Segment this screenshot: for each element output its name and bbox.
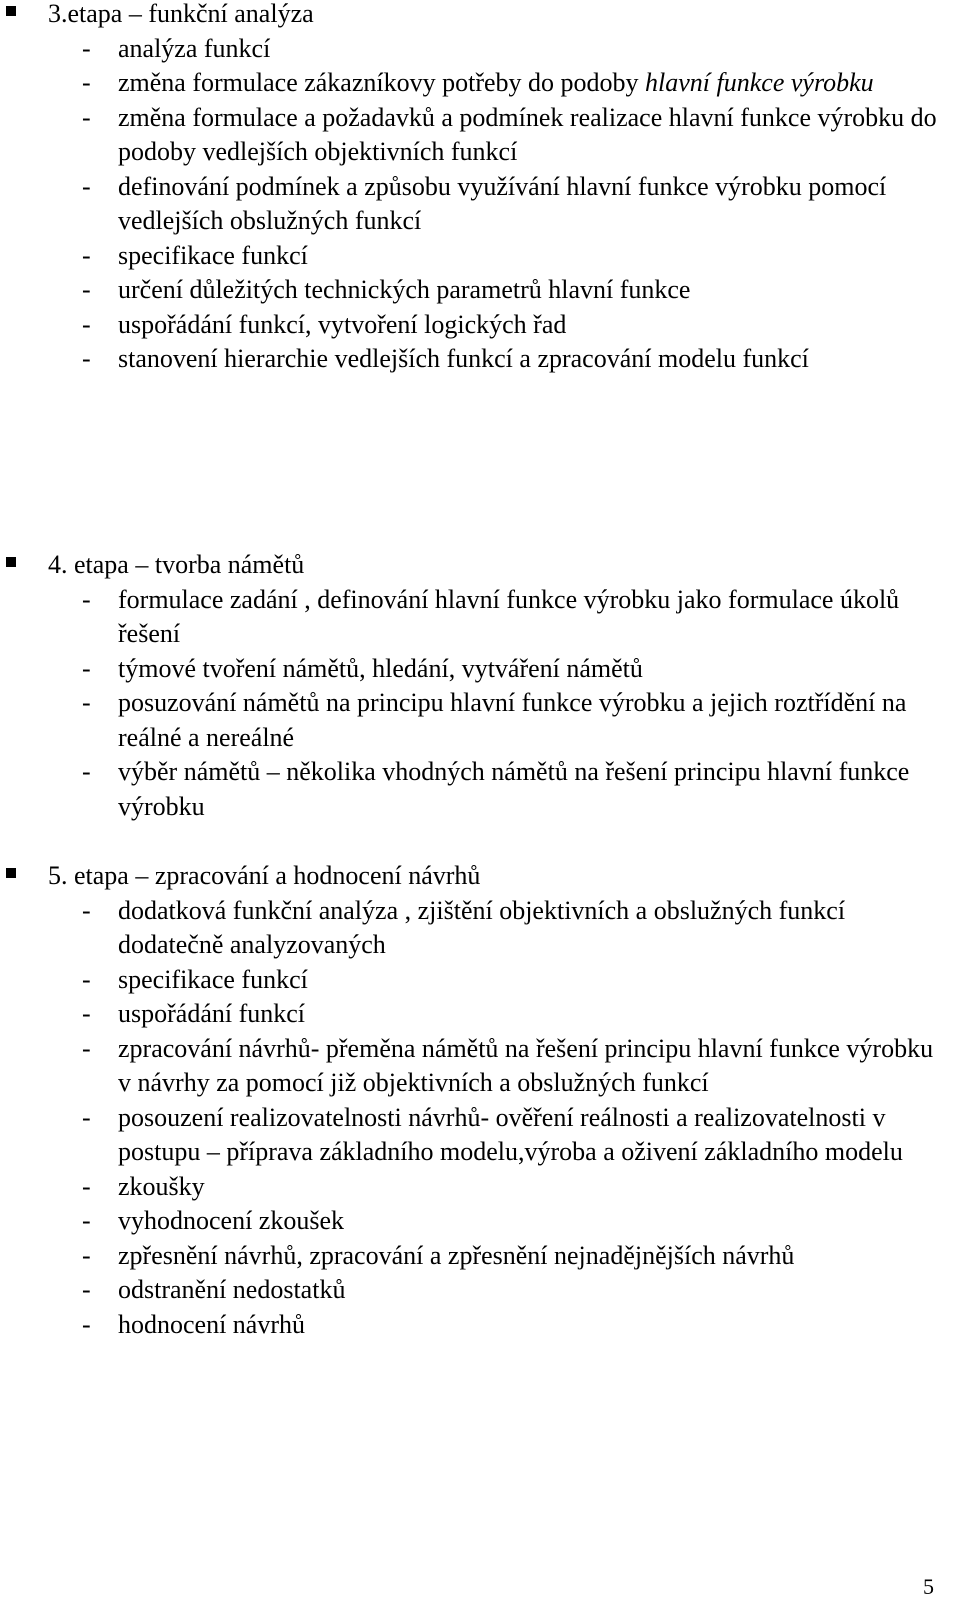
dash-marker: - xyxy=(82,1102,91,1132)
item-text: dodatková funkční analýza , zjištění objektivních a obslužných funkcí dodatečně analyzovaných xyxy=(118,895,846,959)
item-text: zpřesnění návrhů, zpracování a zpřesnění nejnadějnějších návrhů xyxy=(118,1240,795,1270)
dash-marker: - xyxy=(82,895,91,925)
list-item xyxy=(0,1032,960,1101)
item-text: definování podmínek a způsobu využívání hlavní funkce výrobku pomocí vedlejších obslužných funkcí xyxy=(118,171,887,235)
section-title: 5. etapa – zpracování a hodnocení návrhů xyxy=(0,859,960,894)
dash-marker: - xyxy=(82,68,91,97)
dash-marker: - xyxy=(82,653,91,683)
item-text: hodnocení návrhů xyxy=(118,1309,306,1339)
dash-marker: - xyxy=(82,1033,91,1063)
list-item xyxy=(0,101,960,170)
dash-marker: - xyxy=(82,102,91,132)
dash-marker: - xyxy=(82,1206,91,1235)
list-item xyxy=(0,1273,960,1308)
square-bullet-icon xyxy=(6,868,16,878)
list-item xyxy=(0,170,960,239)
item-text: specifikace funkcí xyxy=(118,964,308,994)
dash-marker: - xyxy=(82,999,91,1028)
list-item xyxy=(0,1170,960,1205)
list-item xyxy=(0,894,960,963)
dash-marker: - xyxy=(82,33,91,63)
list-item xyxy=(0,32,960,67)
item-text: posuzování námětů na principu hlavní funkce výrobku a jejich roztřídění na reálné a nereálné xyxy=(118,688,907,752)
dash-marker: - xyxy=(82,757,91,786)
dash-marker: - xyxy=(82,1171,91,1201)
item-text: zkoušky xyxy=(118,1171,205,1201)
item-text: uspořádání funkcí, vytvoření logických řad xyxy=(118,309,567,339)
item-text: výběr námětů – několika vhodných námětů na řešení principu hlavní funkce výrobku xyxy=(118,757,910,821)
item-text: vyhodnocení zkoušek xyxy=(118,1206,345,1235)
item-text: uspořádání funkcí xyxy=(118,999,306,1028)
section-etapa-4 xyxy=(0,548,960,824)
section-title: 4. etapa – tvorba námětů xyxy=(0,548,960,583)
list-item xyxy=(0,66,960,101)
item-text: stanovení hierarchie vedlejších funkcí a zpracování modelu funkcí xyxy=(118,344,809,373)
dash-marker: - xyxy=(82,171,91,201)
item-text: určení důležitých technických parametrů hlavní funkce xyxy=(118,275,691,304)
dash-marker: - xyxy=(82,1309,91,1339)
dash-marker: - xyxy=(82,344,91,373)
list-item xyxy=(0,652,960,687)
list-item xyxy=(0,583,960,652)
item-text: změna formulace zákazníkovy potřeby do podoby hlavní funkce výrobku xyxy=(118,68,874,97)
page-number: 5 xyxy=(923,1574,934,1599)
dash-marker: - xyxy=(82,688,91,717)
dash-marker: - xyxy=(82,1240,91,1270)
dash-marker: - xyxy=(82,309,91,339)
dash-marker: - xyxy=(82,584,91,614)
list-item xyxy=(0,1204,960,1239)
square-bullet-icon xyxy=(6,557,16,567)
section-etapa-3 xyxy=(0,0,960,377)
item-text: odstranění nedostatků xyxy=(118,1275,346,1304)
list-item xyxy=(0,342,960,377)
list-item xyxy=(0,963,960,998)
square-bullet-icon xyxy=(6,6,16,16)
dash-marker: - xyxy=(82,1275,91,1304)
list-item xyxy=(0,997,960,1032)
emphasis-text: hlavní funkce výrobku xyxy=(645,68,874,97)
list-item xyxy=(0,273,960,308)
item-text: posouzení realizovatelnosti návrhů- ověření reálnosti a realizovatelnosti v postupu – příprava základního modelu,výroba a oživení základního modelu xyxy=(118,1102,903,1166)
list-item xyxy=(0,308,960,343)
item-text: formulace zadání , definování hlavní funkce výrobku jako formulace úkolů řešení xyxy=(118,584,900,648)
item-text: týmové tvoření námětů, hledání, vytváření námětů xyxy=(118,653,643,683)
list-item xyxy=(0,686,960,755)
list-item xyxy=(0,239,960,274)
dash-marker: - xyxy=(82,240,91,270)
list-item xyxy=(0,1101,960,1170)
item-text: specifikace funkcí xyxy=(118,240,308,270)
list-item xyxy=(0,1239,960,1274)
list-item xyxy=(0,755,960,824)
dash-marker: - xyxy=(82,275,91,304)
section-etapa-5 xyxy=(0,859,960,1342)
list-item xyxy=(0,1308,960,1343)
item-text: zpracování návrhů- přeměna námětů na řešení principu hlavní funkce výrobku v návrhy za pomocí již objektivních a obslužných funkcí xyxy=(118,1033,934,1097)
item-text: analýza funkcí xyxy=(118,33,271,63)
item-text: změna formulace a požadavků a podmínek realizace hlavní funkce výrobku do podoby vedlejších objektivních funkcí xyxy=(118,102,937,166)
dash-marker: - xyxy=(82,964,91,994)
section-title: 3.etapa – funkční analýza xyxy=(0,0,960,32)
